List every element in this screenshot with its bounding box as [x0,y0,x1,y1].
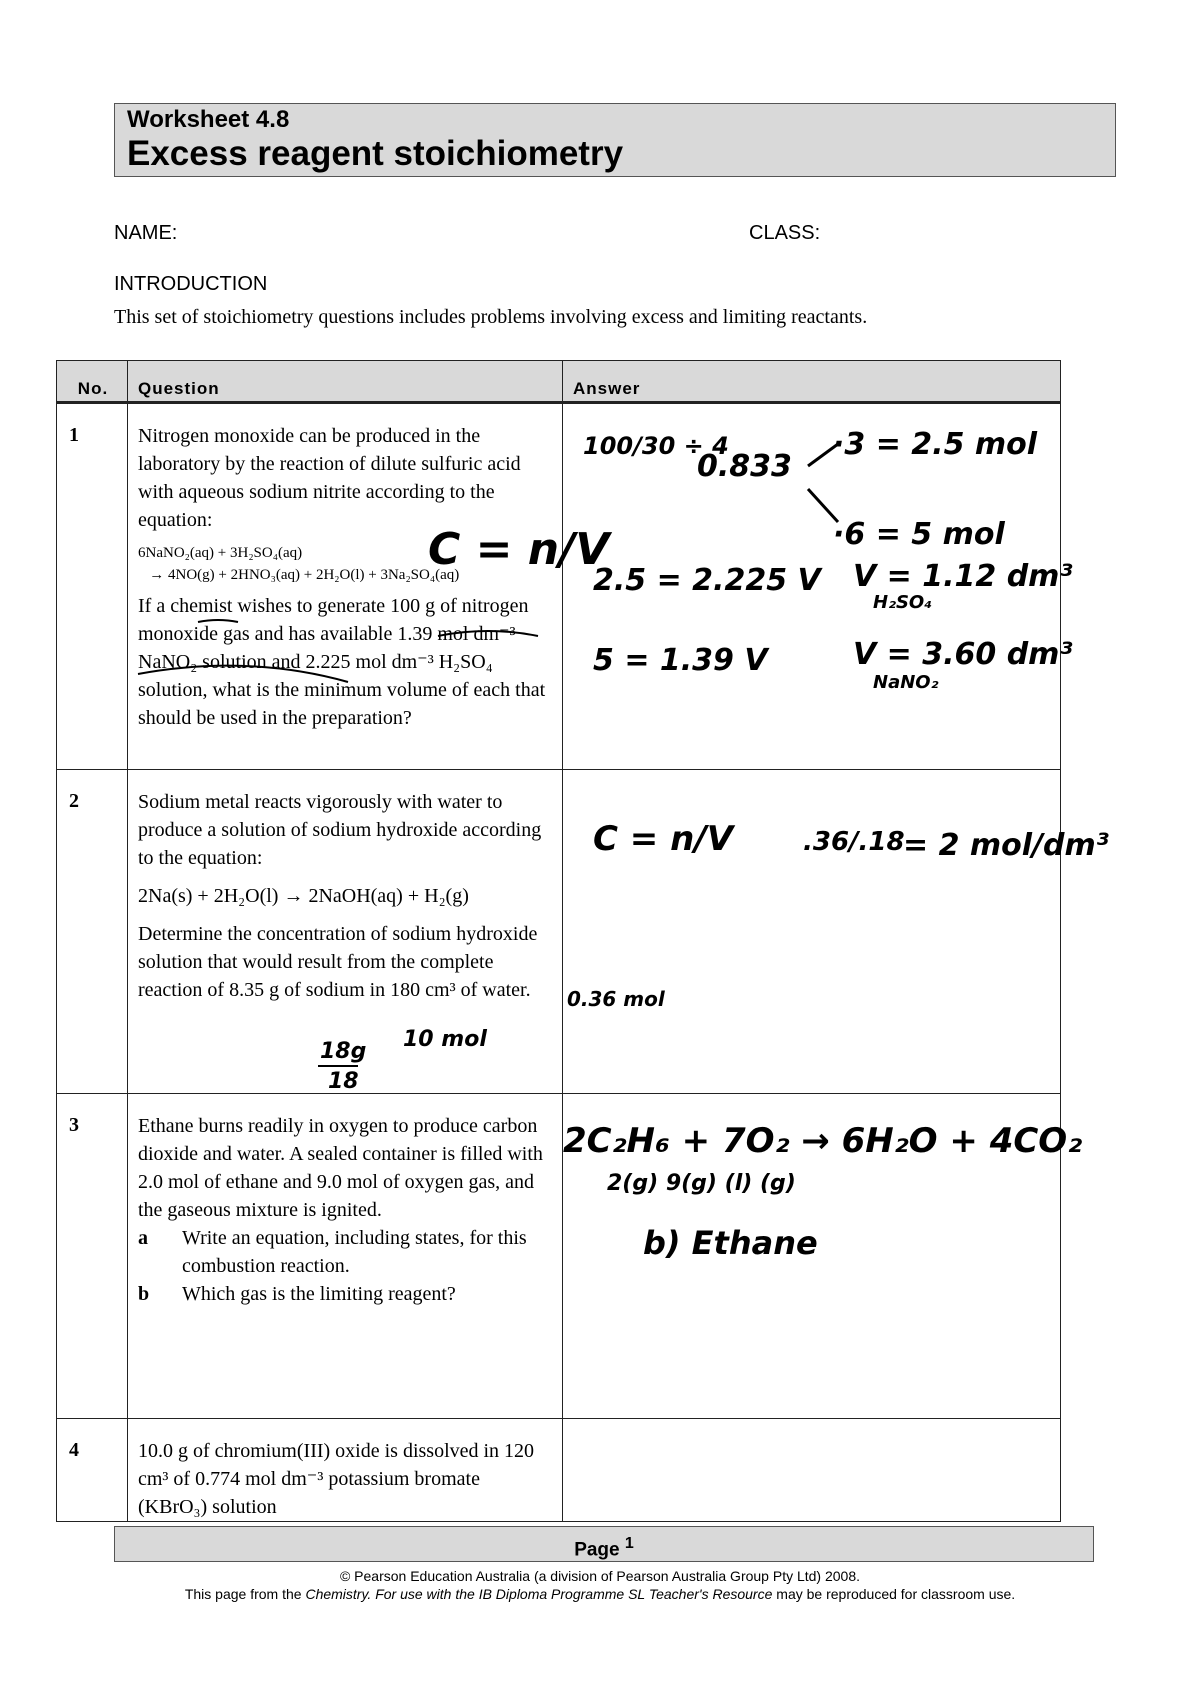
sub-question-text: Write an equation, including states, for this combustion reaction. [182,1227,527,1277]
question-paragraph: Determine the concentration of sodium hydroxide solution that would result from the complete reaction of 8.35 g of sodium in 180 cm³ of water. [138,923,538,1001]
class-label: CLASS: [749,222,821,244]
handwritten-annotations [128,404,610,771]
hw-equation: 2C₂H₆ + 7O₂ → 6H₂O + 4CO₂ [563,1121,1083,1161]
header-answer: Answer [563,361,1061,403]
hw-v1-sub: H₂SO₄ [873,592,933,613]
question-text-cell [128,403,610,770]
copyright-notice [0,1567,1200,1603]
table-row [57,403,1061,770]
table-row [57,1419,1061,1522]
worksheet-label: Worksheet 4.8 [127,106,290,133]
hw-note: 10 mol [403,1027,487,1052]
copyright-text: This page from the [184,1586,306,1602]
hw-times3: ·3 = 2.5 mol [833,427,1038,462]
hw-fraction: 100/30 ÷ 4 [583,432,729,460]
question-paragraph: Nitrogen monoxide can be produced in the laboratory by the reaction of dilute sulfuric acid with aqueous sodium nitrite according to the equation: [138,425,521,531]
hw-value: 0.833 [697,449,792,484]
table-row [57,770,1061,1094]
hw-eq2: 5 = 1.39 V [593,643,768,678]
hw-v2: V = 3.60 dm³ [853,637,1073,672]
intro-text: This set of stoichiometry questions includes problems involving excess and limiting reactants. [114,306,868,328]
answer-cell [563,1419,1061,1522]
hw-moles: 0.36 mol [567,987,665,1011]
equation-line: 6NaNO₂(aq) + 3H₂SO₄(aq) [138,545,303,561]
question-text-cell [128,1419,563,1522]
worksheet-title-box [114,103,1116,177]
question-number: 3 [57,1094,128,1419]
hw-fraction: .36/.18 [803,827,905,857]
handwritten-answer [563,404,1073,771]
hw-v1: V = 1.12 dm³ [853,559,1073,594]
sub-question-text: Which gas is the limiting reagent? [182,1283,456,1305]
question-paragraph: Ethane burns readily in oxygen to produce carbon dioxide and water. A sealed container is filled with 2.0 mol of ethane and 9.0 mol of oxygen gas, and the gaseous mixture is ignited. [138,1115,543,1221]
handwritten-formula: C = n/V [428,524,610,575]
hw-answer-b: b) Ethane [643,1224,818,1262]
question-number: 1 [57,403,128,770]
handwritten-answer [563,1094,1083,1419]
handwritten-annotations [128,770,563,1094]
name-label: NAME: [114,222,178,244]
question-paragraph: If a chemist wishes to generate 100 g of nitrogen monoxide gas and has available 1.39 mol dm⁻³ NaNO₂ solution and 2.225 mol dm⁻³ H₂SO₄ solution, what is the minimum volume of each that should be used in the preparation? [138,595,546,729]
book-title: Chemistry. For use with the IB Diploma Programme SL Teacher's Resource [305,1586,773,1602]
answer-cell [563,403,1073,770]
sub-question-a [138,1224,552,1280]
answer-cell [563,770,1109,1094]
hw-eq1: 2.5 = 2.225 V [593,563,821,598]
header-question: Question [128,361,563,403]
sub-question-label: a [138,1227,148,1249]
question-paragraph: 10.0 g of chromium(III) oxide is dissolved in 120 cm³ of 0.774 mol dm⁻³ potassium bromate (KBrO₃) solution [138,1440,535,1518]
header-no: No. [57,361,128,403]
equation-line: → 4NO(g) + 2HNO₃(aq) + 2H₂O(l) + 3Na₂SO₄(aq) [149,567,460,583]
page-number: 1 [624,1535,634,1552]
page-label: Page [574,1539,620,1561]
hw-states: 2(g) 9(g) (l) (g) [607,1171,796,1196]
table-header-row [57,361,1061,403]
copyright-line: © Pearson Education Australia (a division of Pearson Australia Group Pty Ltd) 2008. [339,1568,861,1584]
question-text-cell [128,1094,563,1419]
sub-question-b [138,1280,552,1308]
question-number: 2 [57,770,128,1094]
page-title: Excess reagent stoichiometry [127,134,624,173]
question-table [56,360,1109,1522]
hw-note: 18g [320,1039,367,1064]
answer-cell [563,1094,1083,1419]
table-row [57,1094,1061,1419]
question-text-cell [128,770,563,1094]
question-number: 4 [57,1419,128,1522]
hw-note: 18 [328,1069,359,1094]
sub-question-label: b [138,1283,150,1305]
hw-formula: C = n/V [593,819,734,859]
copyright-line [0,1585,1200,1603]
question-paragraph: Sodium metal reacts vigorously with water to produce a solution of sodium hydroxide according to the equation: [138,791,542,869]
hw-result: = 2 mol/dm³ [903,828,1109,863]
hw-times6: ·6 = 5 mol [833,517,1005,552]
copyright-text: may be reproduced for classroom use. [772,1586,1016,1602]
page-footer-bar [114,1526,1094,1562]
handwritten-answer [563,770,1109,1094]
hw-v2-sub: NaNO₂ [873,672,939,693]
equation: 2Na(s) + 2H₂O(l) → 2NaOH(aq) + H₂(g) [138,885,469,907]
intro-heading: INTRODUCTION [114,273,268,295]
